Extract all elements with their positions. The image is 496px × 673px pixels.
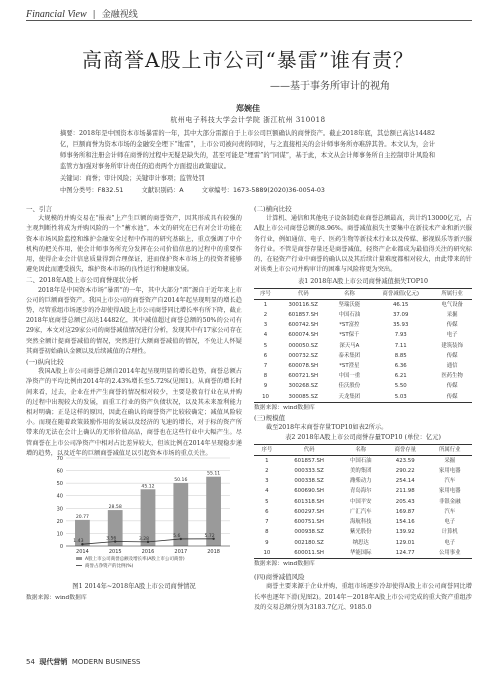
paragraph: 我国A股上市公司商誉总额自2014年起呈现明显的增长趋势，商誉总额占净资产的平均比例由2014年的2.43%增长至5.72%(见图1)。从商誉的增长时间来看，过去，企业在并产生商誉的情况相对较少，主要是教育行业在从并购的过程中出现较大的发展，而重工行业的资产负债状况，以及其未来盈利能力相对明确；正是这样的原因，因此在确认的商誉资产比较较确定；减值风险较小。而现在随着政策鼓励作用的发展以及经济的飞速的增长，对于标的资产所带来的无法在会计上确认的无形价值高品，商誉也在这些行业中大幅产生。尽管商誉在上市公司净资产中相对占比差异较大，但该比例在2014年呈现稳步递增的趋势，以及近年的巨额商誉减值足以引起资本市场的重点关注。: [26, 368, 242, 457]
table-cell: 35.93: [392, 322, 409, 329]
table-header-cell: 商誉减值(亿元): [369, 288, 432, 299]
article-title: 高商誉A股上市公司“暴雷”谁有责？: [82, 48, 414, 72]
table-cell: 139.92: [395, 529, 415, 536]
table-cell: 家用电器: [438, 468, 461, 475]
table-cell: 600690.SH: [294, 488, 324, 495]
article-number: 文章编号：1673-5889(2020)36-0054-03: [201, 187, 325, 194]
figure-source: 数据来源：wind数据库: [26, 595, 87, 601]
paragraph: 大规模的并购交易在“报表”上产生巨额的商誉资产，因其形成具有较强的主观判断性将成为并购风险的一个“蓄水池”，本文的研究在已有对会计功能在资本市场风险监控和维护金融安全过程中作用的研究基础上，重点强调了中介机构的把关作用，使会计师事务所充分发挥在公司价值信息的过程中的重要作用，使得企业会计信息质量得到合理保证，进而保护资本市场上的投资者能够避免因此而遭受损失，维护资本市场的良性运行和健康发展。: [26, 215, 242, 274]
table-cell: 传媒: [446, 352, 458, 359]
x-tick-label: 2014: [76, 549, 89, 555]
journal-header: Financial View | 金融视线: [26, 9, 138, 20]
section-heading: 二、2018年A股上市公司商誉现状分析: [26, 276, 139, 285]
table-cell: 169.87: [395, 508, 415, 515]
table-cell: 坚瑞沃能: [338, 301, 361, 308]
table-cell: 传媒: [446, 322, 458, 329]
table-cell: 中国石油: [349, 457, 372, 464]
table-cell: 1: [263, 301, 268, 308]
y-tick-label: 60: [56, 468, 63, 475]
table-cell: 5: [265, 498, 269, 505]
right-column: [254, 204, 472, 613]
table-row: [254, 299, 472, 310]
clc-code: 中图分类号：F832.51: [60, 187, 124, 194]
table-cell: 电子: [444, 519, 456, 526]
subsection-heading: (二)横向比较: [254, 205, 292, 213]
table-cell: 传媒: [432, 392, 472, 403]
chart-legend: [76, 555, 185, 569]
bar-data-label: 45.12: [141, 484, 155, 490]
table-row: [254, 486, 472, 496]
impairment-table: [254, 288, 472, 403]
table-cell: 电子: [446, 332, 458, 339]
table-cell: 7.93: [394, 332, 407, 339]
legend-label-line: 商誉占净资产的比例(%): [85, 564, 134, 569]
table1-caption: 表1 2018年A股上市公司商誉减值损失TOP10: [297, 278, 429, 286]
x-tick-label: 2018: [207, 549, 220, 555]
line-data-label: 3.28: [138, 536, 150, 542]
table-cell: 采掘: [444, 457, 456, 464]
table-cell: 601318.SH: [294, 498, 324, 505]
table-cell: 2: [265, 468, 269, 475]
table-cell: 7: [263, 363, 268, 370]
classification: [60, 185, 435, 194]
y-tick-label: 20: [56, 518, 63, 525]
y-tick-label: 10: [56, 531, 63, 538]
table-cell: 37.09: [392, 312, 409, 319]
table-row: [254, 527, 472, 537]
table-cell: 佳沃股份: [338, 383, 361, 390]
table-cell: 华能国际: [339, 548, 383, 559]
table-cell: 9: [263, 383, 268, 390]
table2-caption: 表2 2018年A股上市公司商誉存量TOP10 (单位：亿元): [285, 434, 441, 442]
y-tick-label: 30: [56, 506, 63, 513]
y-tick-label: 40: [56, 493, 63, 500]
table-cell: 600074.SH: [288, 332, 319, 339]
table-cell: 4: [265, 488, 269, 495]
table-cell: 家用电器: [438, 488, 461, 495]
table-cell: 广汇汽车: [349, 508, 372, 515]
table-cell: 4: [263, 332, 268, 339]
table-cell: 6.36: [394, 363, 407, 370]
table-cell: 青岛海尔: [349, 488, 372, 495]
subsection-heading: (三)规模值: [254, 414, 286, 423]
table-cell: 美的集团: [349, 468, 372, 475]
table-cell: 6: [265, 508, 269, 515]
table-row: [254, 341, 472, 351]
table-row: [254, 538, 472, 548]
line-data-label: 1.43: [73, 539, 84, 545]
header-rule: [26, 20, 472, 21]
table-cell: 通信: [446, 363, 458, 370]
table-cell: 290.22: [395, 468, 415, 475]
y-tick-label: 0: [59, 544, 63, 550]
table-cell: 8.85: [394, 352, 407, 359]
table-row: [254, 548, 472, 559]
table-cell: 300116.SZ: [288, 301, 318, 308]
figure-caption: 图1 2014年~2018年A股上市公司商誉情况: [72, 583, 196, 590]
table-header-cell: 名称: [329, 288, 369, 299]
abstract: 摘要：2018年是中国资本市场暴雷的一年，其中大部分雷源自于上市公司巨额确认的商誉资产。截止2018年底，其总额已高达14482亿，巨额商誉为资本市场的金融安全埋下“地雷”，上市公司被问责的同时，与之直接相关的会计师事务所亦难辞其咎。本文认为，会计师事务所和注册会计师在商誉的过程中无疑是缺失的，甚至可能是“埋雷”的“同谋”，基于此，本文从会计师事务所自主控制审计风险和监管方加强对事务所审计责任的追责两个方面提出政策建议。: [60, 130, 435, 170]
x-tick-label: 2017: [174, 549, 188, 555]
table-cell: 深天马A: [339, 342, 360, 349]
table-cell: 公用事业: [427, 548, 472, 559]
table-row: [254, 392, 472, 403]
legend-label-bar: A股上市公司商誉总额及增长率(A股上市公司商誉): [85, 557, 185, 562]
table-row: [254, 330, 472, 340]
table-cell: 汽车: [444, 478, 456, 485]
table-header-cell: 序号: [254, 444, 280, 455]
y-tick-label: 50: [56, 481, 63, 488]
table-cell: 中国平安: [349, 498, 372, 505]
section-heading: 一、引言: [26, 205, 52, 213]
table-header-cell: 所属行业: [427, 444, 472, 455]
line-data-label: 5.72: [204, 533, 215, 539]
journal-cn: 现代营销: [39, 658, 68, 666]
table-row: [254, 497, 472, 507]
subsection-heading: (一)纵向比较: [26, 358, 64, 367]
line-data-label: 3.56: [106, 536, 117, 542]
table-cell: 2: [263, 312, 268, 319]
table-row: [254, 351, 472, 361]
table-cell: 1: [265, 457, 269, 464]
x-tick-label: 2015: [108, 549, 122, 555]
table-cell: 601857.SH: [288, 312, 319, 319]
table-cell: *ST富控: [339, 322, 360, 329]
table-cell: 300085.SZ: [277, 392, 329, 403]
doc-code: 文献识别码：A: [141, 187, 184, 194]
table-cell: 601857.SH: [294, 457, 324, 464]
table-cell: 传媒: [446, 383, 458, 390]
table-cell: 300268.SZ: [288, 383, 318, 390]
table-row: [254, 381, 472, 391]
paragraph: 商誉主要来源于企业并购，重组市场逐步冷却使得A股上市公司商誉同比增长率也逐年下滑(见图2)。2014年～2018年A股上市公司完成的重大资产重组涉及的交易总额分别为3183.7亿元、9185.0: [254, 583, 472, 611]
table-cell: 10: [254, 392, 277, 403]
bar-data-label: 55.11: [207, 471, 221, 477]
x-tick-label: 2016: [141, 549, 155, 555]
table-cell: 非银金融: [438, 498, 461, 505]
table-cell: 汽车: [444, 508, 456, 515]
table-header-cell: 代码: [277, 288, 329, 299]
table-cell: 600078.SH: [288, 363, 319, 370]
table-cell: 211.98: [395, 488, 415, 495]
table-cell: *ST澄星: [339, 363, 360, 370]
subsection-heading: (四)商誉减值风险: [254, 573, 305, 582]
table-row: [254, 310, 472, 320]
table-cell: 6: [263, 352, 268, 359]
table-cell: 计算机: [441, 529, 458, 536]
table-cell: 8: [265, 529, 269, 536]
bar-data-label: 28.58: [108, 505, 122, 511]
table-cell: 潍柴动力: [349, 478, 372, 485]
table1-source: 数据来源：wind数据库: [254, 404, 315, 411]
table-cell: 600011.SH: [280, 548, 339, 559]
x-axis: [66, 546, 230, 555]
table-cell: 中国石油: [338, 312, 361, 319]
table-cell: 海航科技: [349, 519, 372, 526]
keywords: 关键词：商誉；审计风险；关键审计事项；监管处罚: [60, 175, 205, 182]
table-cell: *ST保千: [339, 332, 360, 339]
table-row: [254, 517, 472, 527]
table-cell: 7: [265, 519, 269, 526]
table-cell: 泰禾集团: [338, 352, 361, 359]
paragraph: 2018年是中国资本市场“暴雷”的一年，其中大部分“雷”源自于近年来上市公司的巨额商誉资产。我国上市公司的商誉资产自2014年起呈现明显的增长趋势，尽管重组市场逐步的冷却使得A股上市公司商誉同比增长率有所下降，截止2018年底商誉总额已高达14482亿，其中减值超过商誉总额的50%的公司有29家，本文对这29家公司的商誉减值情况进行分析，发现其中有17家公司存在突然全额计提商誉减值的情况，突然进行大额商誉减值的情况，不免让人怀疑其商誉初始确认金额以及后续减值的合理性。: [26, 286, 242, 355]
table-row: [254, 455, 472, 466]
table-cell: 000732.SZ: [288, 352, 318, 359]
page-footer: [26, 657, 141, 667]
table-cell: 电子: [444, 539, 456, 546]
table-cell: 7.11: [394, 342, 407, 349]
table-cell: 中国一重: [338, 373, 361, 380]
table-cell: 600751.SH: [294, 519, 324, 526]
table-cell: 254.14: [395, 478, 415, 485]
table-cell: 5: [263, 342, 268, 349]
table-cell: 9: [265, 539, 269, 546]
author: 郑婉佳: [236, 103, 260, 113]
bar-data-label: 20.77: [75, 514, 89, 520]
table-cell: 建筑装饰: [441, 342, 463, 349]
bar-data-label: 50.16: [174, 477, 188, 483]
table-header-cell: 商誉存量: [383, 444, 427, 455]
article-subtitle: ——基于事务所审计的视角: [270, 81, 390, 92]
left-column: [26, 204, 242, 459]
table-cell: 紫光股份: [349, 529, 372, 536]
section-name: 金融视线: [101, 10, 138, 20]
paragraph: 截至2018年末商誉存量TOP10如表2所示。: [266, 424, 388, 432]
y-tick-label: 70: [56, 456, 63, 462]
table-cell: 205.43: [395, 498, 415, 505]
paragraph: 计算机、通信和其他电子设备制造业商誉总额最高，共计约13000亿元，占A股上市公司商誉总额的8.96%。商誉减值损失主要集中在新技术产业和新兴服务行业，例如通信、电子、医药生物等新技术行业以及传媒、影视娱乐等新兴服务行业。不管是商誉存量还是商誉减值，轻资产企业都成为最值得关注的研究标的，在轻资产行业中商誉的确认以及其后续计量难度都相对较大，由此带来的针对该类上市公司并购审计的困难与风险将更为突出。: [254, 215, 472, 274]
table-cell: 天龙集团: [329, 392, 369, 403]
table-cell: 8: [263, 373, 268, 380]
table-row: [254, 361, 472, 371]
table-cell: 423.59: [395, 457, 415, 464]
table-cell: 600721.SH: [288, 373, 319, 380]
table-cell: 000338.SZ: [294, 478, 324, 485]
table-header-cell: 代码: [280, 444, 339, 455]
table-cell: 000938.SZ: [294, 529, 324, 536]
table-cell: 10: [254, 548, 280, 559]
table-row: [254, 476, 472, 486]
table-cell: 纳思达: [352, 539, 369, 546]
table-row: [254, 320, 472, 330]
table-cell: 002180.SZ: [294, 539, 324, 546]
journal-en: MODERN BUSINESS: [71, 658, 141, 666]
table-cell: 129.01: [395, 539, 415, 546]
table-cell: 6.21: [394, 373, 407, 380]
table-cell: 医药生物: [441, 373, 463, 380]
affiliation: 杭州电子科技大学会计学院 浙江杭州 310018: [170, 116, 326, 124]
goodwill-chart: [44, 452, 236, 572]
table-header-cell: 名称: [339, 444, 383, 455]
journal-name: Financial View: [26, 9, 87, 20]
table-cell: 46.15: [392, 301, 409, 308]
table-cell: 000333.SZ: [294, 468, 324, 475]
table-cell: 600297.SH: [294, 508, 324, 515]
table-cell: 采掘: [446, 312, 458, 319]
legend-swatch-bar: [76, 557, 82, 560]
table-header-cell: 序号: [254, 288, 277, 299]
table-cell: 5.50: [394, 383, 407, 390]
table-row: [254, 466, 472, 476]
table-cell: 154.16: [395, 519, 415, 526]
table-cell: 600742.SH: [288, 322, 319, 329]
table-row: [254, 507, 472, 517]
goodwill-stock-table: [254, 444, 472, 559]
table-cell: 124.77: [383, 548, 427, 559]
table-cell: 5.03: [369, 392, 432, 403]
table-row: [254, 371, 472, 381]
table-cell: 3: [265, 478, 269, 485]
page-number: 54: [26, 658, 35, 666]
table2-source: 数据来源：wind数据库: [254, 560, 315, 567]
table-cell: 3: [263, 322, 268, 329]
table-header-cell: 所属行业: [432, 288, 472, 299]
line-data-label: 5.6: [173, 533, 181, 539]
table-cell: 电气设备: [441, 301, 463, 308]
table-cell: 000050.SZ: [288, 342, 318, 349]
